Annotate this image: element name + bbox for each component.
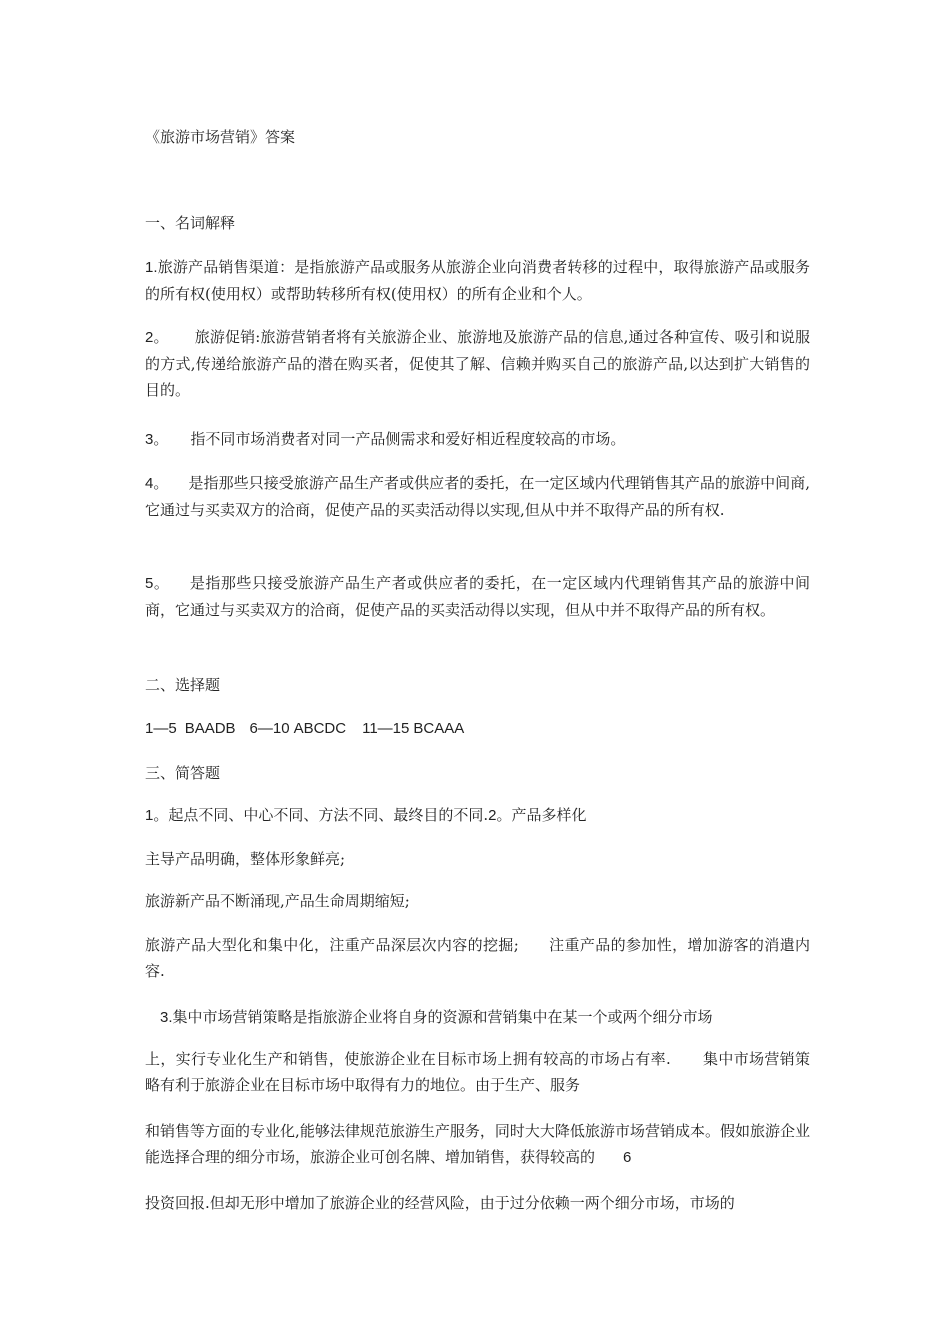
answer-range: 11—15 xyxy=(362,720,410,737)
item-number: 4。 xyxy=(145,475,169,492)
document-title: 《旅游市场营销》答案 xyxy=(145,128,296,146)
section-heading-definitions: 一、名词解释 xyxy=(145,214,236,232)
short-answer-line-4: 旅游产品大型化和集中化，注重产品深层次内容的挖掘; 注重产品的参加性，增加游客的消遣内容. xyxy=(145,936,810,980)
item-text: 指不同市场消费者对同一产品侧需求和爱好相近程度较高的市场。 xyxy=(190,430,626,448)
short-answer-paragraph-7: 和销售等方面的专业化,能够法律规范旅游生产服务，同时大大降低旅游市场营销成本。假如旅游企业能选择合理的细分市场，旅游企业可创名牌、增加销售，获得较高的 6 xyxy=(145,1122,810,1166)
definition-item-3 xyxy=(145,426,810,453)
short-answer-line-8: 投资回报.但却无形中增加了旅游企业的经营风险，由于过分依赖一两个细分市场，市场的 xyxy=(145,1194,735,1212)
item-text: 是指那些只接受旅游产品生产者或供应者的委托，在一定区域内代理销售其产品的旅游中间商,它通过与买卖双方的洽商，促使产品的买卖活动得以实现,但从中并不取得产品的所有权. xyxy=(145,474,810,519)
short-answer-line-5: 3.集中市场营销策略是指旅游企业将自身的资源和营销集中在某一个或两个细分市场 xyxy=(160,1008,713,1026)
short-answer-line-3: 旅游新产品不断涌现,产品生命周期缩短; xyxy=(145,892,410,910)
item-number: 3。 xyxy=(145,431,169,448)
definition-item-4 xyxy=(145,470,810,523)
section-heading-multiple-choice: 二、选择题 xyxy=(145,676,221,694)
answer-value: BCAAA xyxy=(413,720,465,737)
short-answer-line-2: 主导产品明确，整体形象鲜亮; xyxy=(145,850,346,868)
answer-range: 6—10 xyxy=(249,720,290,737)
short-answer-paragraph-6: 上，实行专业化生产和销售，使旅游企业在目标市场上拥有较高的市场占有率. 集中市场营销策略有利于旅游企业在目标市场中取得有力的地位。由于生产、服务 xyxy=(145,1050,810,1094)
short-answer-line-1: 1。起点不同、中心不同、方法不同、最终目的不同.2。产品多样化 xyxy=(145,806,587,824)
item-number: 1. xyxy=(145,259,158,276)
item-text: 旅游产品销售渠道：是指旅游产品或服务从旅游企业向消费者转移的过程中，取得旅游产品或服务的所有权(使用权）或帮助转移所有权(使用权）的所有企业和个人。 xyxy=(145,258,810,303)
answer-value: ABCDC xyxy=(293,720,347,737)
definition-item-1 xyxy=(145,254,810,307)
section-heading-short-answer: 三、简答题 xyxy=(145,764,221,782)
definition-item-2 xyxy=(145,324,810,403)
choice-answers xyxy=(145,716,810,742)
answer-value: BAADB xyxy=(184,720,236,737)
definition-item-5 xyxy=(145,570,810,623)
answer-range: 1—5 xyxy=(145,720,177,737)
item-number: 2。 xyxy=(145,329,169,346)
item-text: 是指那些只接受旅游产品生产者或供应者的委托，在一定区域内代理销售其产品的旅游中间商，它通过与买卖双方的洽商，促使产品的买卖活动得以实现，但从中并不取得产品的所有权。 xyxy=(145,574,810,619)
item-text: 旅游促销:旅游营销者将有关旅游企业、旅游地及旅游产品的信息,通过各种宣传、吸引和说服的方式,传递给旅游产品的潜在购买者，促使其了解、信赖并购买自己的旅游产品,以达到扩大销售的目的。 xyxy=(145,328,810,399)
item-number: 5。 xyxy=(145,575,170,592)
